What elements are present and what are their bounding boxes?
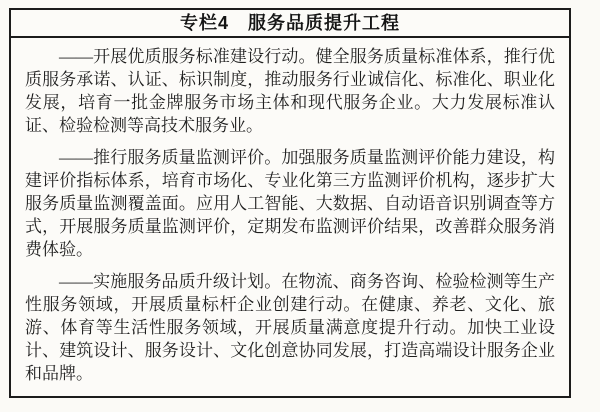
column-title: 专栏4 服务品质提升工程 — [11, 10, 569, 38]
paragraph-quality-monitoring: ——推行服务质量监测评价。加强服务质量监测评价能力建设，构建评价指标体系，培育市场化、专业化第三方监测评价机构，逐步扩大服务质量监测覆盖面。应用人工智能、大数据、自动语音识别调查等方式，开展服务质量监测评价，定期发布监测评价结果，改善群众服务消费体验。 — [25, 148, 555, 259]
paragraph-quality-upgrade-plan: ——实施服务品质升级计划。在物流、商务咨询、检验检测等生产性服务领域，开展质量标杆企业创建行动。在健康、养老、文化、旅游、体育等生活性服务领域，开展质量满意度提升行动。加快工业设计、建筑设计、服务设计、文化创意协同发展，打造高端设计服务企业和品牌。 — [25, 272, 555, 383]
column-body — [11, 38, 569, 385]
column-box — [9, 8, 571, 398]
paragraph-service-standards: ——开展优质服务标准建设行动。健全服务质量标准体系，推行优质服务承诺、认证、标识制度，推动服务行业诚信化、标准化、职业化发展，培育一批金牌服务市场主体和现代服务企业。大力发展标准认证、检验检测等高技术服务业。 — [25, 47, 555, 135]
